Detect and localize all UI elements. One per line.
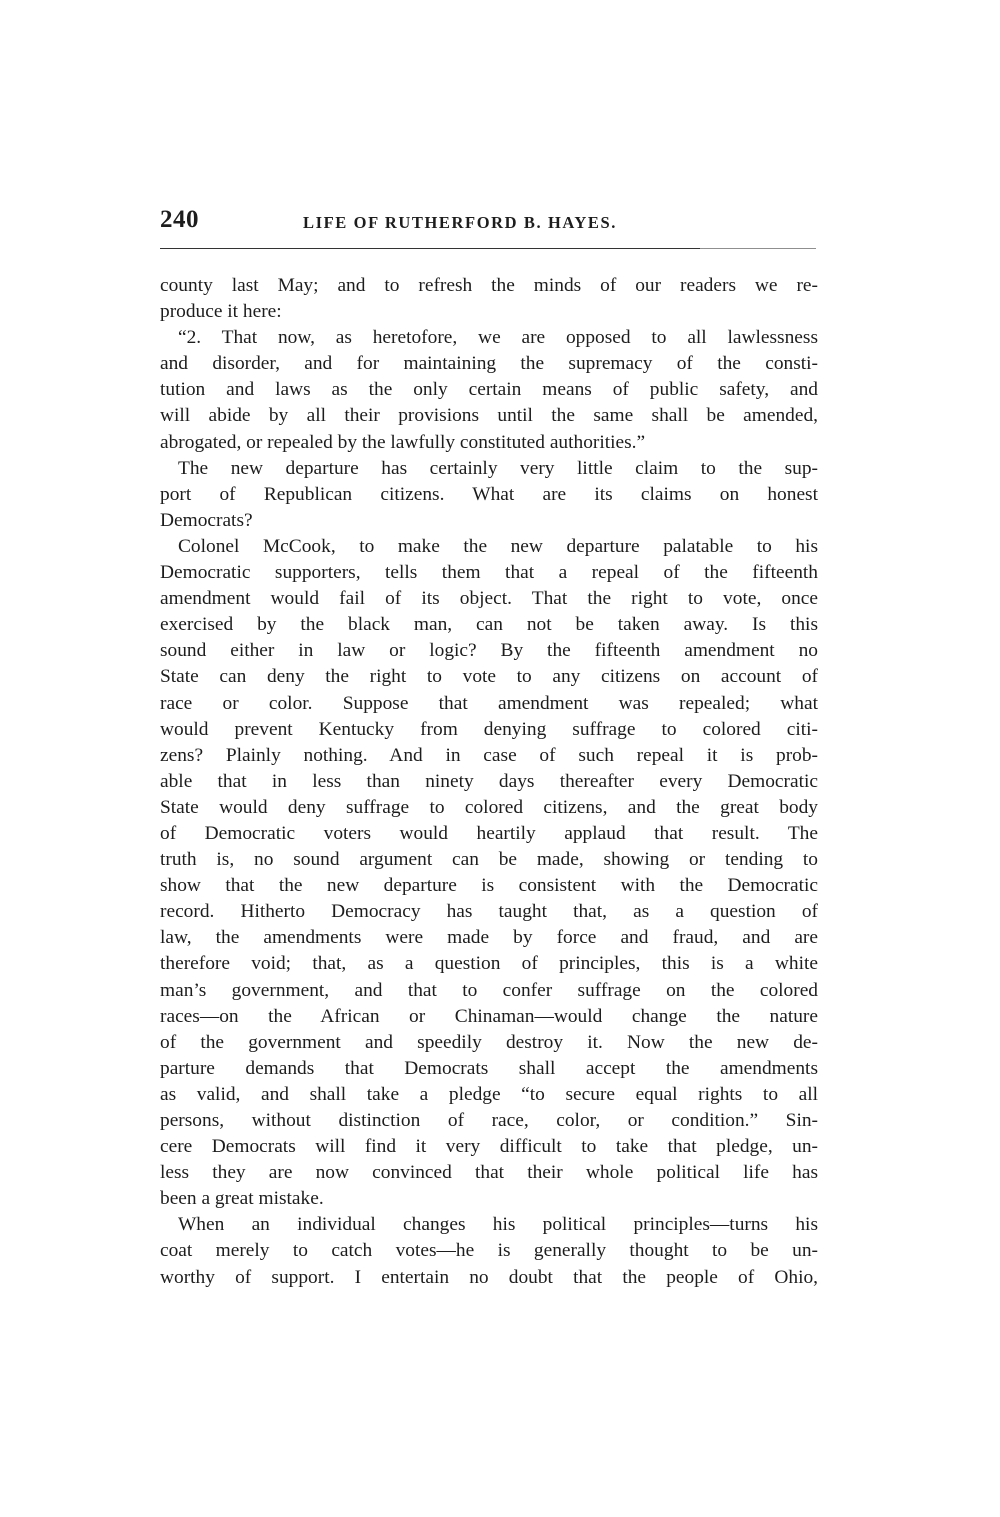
text-line: amendment would fail of its object. That the right to vote, once [160,588,818,610]
text-line: The new departure has certainly very little claim to the sup- [178,457,818,479]
header-rule-fade [700,247,816,250]
text-line: will abide by all their provisions until the same shall be amended, [160,405,818,427]
text-line: cere Democrats will find it very difficult to take that pledge, un- [160,1136,818,1158]
body-text [160,273,818,1291]
text-line: law, the amendments were made by force and fraud, and are [160,927,818,949]
text-line: When an individual changes his political principles—turns his [178,1214,818,1236]
text-line: county last May; and to refresh the minds of our readers we re- [160,275,818,296]
text-line: persons, without distinction of race, color, or condition.” Sin- [160,1110,818,1131]
text-line: less they are now convinced that their whole political life has [160,1162,818,1184]
text-line: therefore void; that, as a question of principles, this is a white [160,953,818,975]
text-line: worthy of support. I entertain no doubt that the people of Ohio, [160,1266,818,1288]
text-line: “2. That now, as heretofore, we are opposed to all lawlessness [178,327,818,349]
text-line: of Democratic voters would heartily applaud that result. The [160,822,818,844]
text-line: zens? Plainly nothing. And in case of such repeal it is prob- [160,744,818,766]
text-line: been a great mistake. [160,1188,324,1210]
text-line: State would deny suffrage to colored citizens, and the great body [160,796,818,818]
text-line: abrogated, or repealed by the lawfully constituted authorities.” [160,431,646,453]
text-line: Democratic supporters, tells them that a repeal of the fifteenth [160,562,818,584]
text-line: race or color. Suppose that amendment was repealed; what [160,692,818,714]
text-line: able that in less than ninety days thereafter every Democratic [160,770,818,792]
text-line: port of Republican citizens. What are its claims on honest [160,483,818,505]
text-line: State can deny the right to vote to any citizens on account of [160,666,818,688]
text-line: show that the new departure is consistent with the Democratic [160,875,818,897]
text-line: parture demands that Democrats shall accept the amendments [160,1057,818,1079]
text-line: produce it here: [160,301,282,323]
running-title: LIFE OF RUTHERFORD B. HAYES. [303,213,618,232]
text-line: of the government and speedily destroy it. Now the new de- [160,1031,818,1053]
text-line: coat merely to catch votes—he is generally thought to be un- [160,1240,818,1262]
text-line: record. Hitherto Democracy has taught that, as a question of [160,901,818,923]
text-line: Democrats? [160,509,253,531]
text-line: as valid, and shall take a pledge “to secure equal rights to all [160,1083,818,1105]
text-line: tution and laws as the only certain means of public safety, and [160,379,818,401]
text-line: truth is, no sound argument can be made, showing or tending to [160,849,818,871]
text-line: man’s government, and that to confer suffrage on the colored [160,979,818,1001]
page-number: 240 [160,206,199,233]
text-line: Colonel McCook, to make the new departure palatable to his [178,535,818,557]
text-line: races—on the African or Chinaman—would change the nature [160,1005,818,1027]
text-line: exercised by the black man, can not be taken away. Is this [160,614,818,636]
text-line: and disorder, and for maintaining the supremacy of the consti- [160,353,818,375]
text-line: sound either in law or logic? By the fifteenth amendment no [160,640,818,662]
text-line: would prevent Kentucky from denying suffrage to colored citi- [160,718,818,740]
running-head [160,206,820,240]
